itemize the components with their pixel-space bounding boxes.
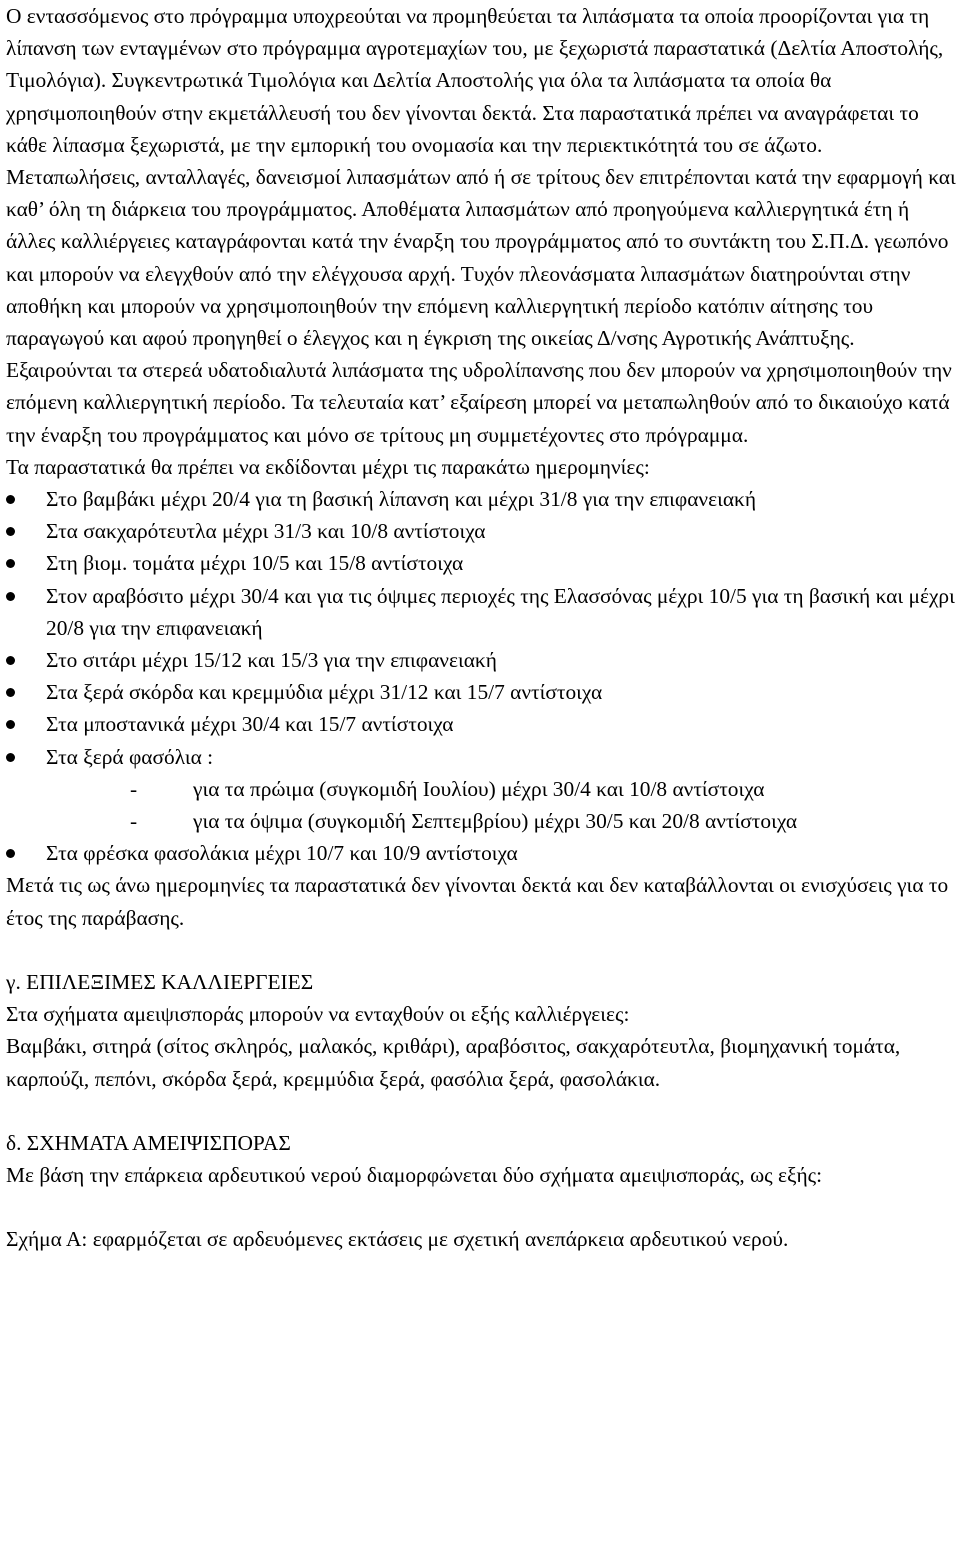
sub-list-item <box>6 805 956 837</box>
date-list <box>6 483 956 773</box>
list-item-text: Στο σιτάρι μέχρι 15/12 και 15/3 για την επιφανειακή <box>46 648 497 673</box>
sub-list-item <box>6 773 956 805</box>
bullet-icon <box>6 656 15 665</box>
intro-paragraph: Ο εντασσόμενος στο πρόγραμμα υποχρεούται να προμηθεύεται τα λιπάσματα τα οποία προορίζονται για τη λίπανση των ενταγμένων στο πρόγραμμα αγροτεμαχίων του, με ξεχωριστά παραστατικά (Δελτία Αποστολής, Τιμολόγια). Συγκεντρωτικά Τιμολόγια και Δελτία Αποστολής για όλα τα λιπάσματα τα οποία θα χρησιμοποιηθούν στην εκμετάλλευσή του δεν γίνονται δεκτά. Στα παραστατικά πρέπει να αναγράφεται το κάθε λίπασμα ξεχωριστά, με την εμπορική του ονομασία και την περιεκτικότητά του σε άζωτο. Μεταπωλήσεις, ανταλλαγές, δανεισμοί λιπασμάτων από ή σε τρίτους δεν επιτρέπονται κατά την εφαρμογή και καθ’ όλη τη διάρκεια του προγράμματος. Αποθέματα λιπασμάτων από προηγούμενα καλλιεργητικά έτη ή άλλες καλλιέργειες καταγράφονται κατά την έναρξη του προγράμματος από το συντάκτη του Σ.Π.Δ. γεωπόνο και μπορούν να ελεγχθούν από την ελέγχουσα αρχή. Τυχόν πλεονάσματα λιπασμάτων διατηρούνται στην αποθήκη και μπορούν να χρησιμοποιηθούν την επόμενη καλλιεργητική περίοδο κατόπιν αίτησης του παραγωγού και αφού προηγηθεί ο έλεγχος και η έγκριση της οικείας Δ/νσης Αγροτικής Ανάπτυξης. Εξαιρούνται τα στερεά υδατοδιαλυτά λιπάσματα της υδρολίπανσης που δεν μπορούν να χρησιμοποιηθούν την επόμενη καλλιεργητική περίοδο. Τα τελευταία κατ’ εξαίρεση μπορεί να μεταπωληθούν από το δικαιούχο κατά την έναρξη του προγράμματος και μόνο σε τρίτους μη συμμετέχοντες στο πρόγραμμα. <box>6 4 956 447</box>
list-item-text: Στα σακχαρότευτλα μέχρι 31/3 και 10/8 αντίστοιχα <box>46 519 486 544</box>
bullet-icon <box>6 688 15 697</box>
bullet-icon <box>6 495 15 504</box>
list-item <box>6 515 956 547</box>
list-item-text: Στο βαμβάκι μέχρι 20/4 για τη βασική λίπανση και μέχρι 31/8 για την επιφανειακή <box>46 487 757 512</box>
list-item <box>6 483 956 515</box>
dates-intro: Τα παραστατικά θα πρέπει να εκδίδονται μέχρι τις παρακάτω ημερομηνίες: <box>6 454 650 479</box>
bullet-icon <box>6 527 15 536</box>
document-page <box>6 0 956 1255</box>
list-item-text: Στα ξερά φασόλια : <box>46 744 214 769</box>
list-item <box>6 580 956 644</box>
dash-marker: - <box>130 776 138 801</box>
list-item-text: Στα ξερά σκόρδα και κρεμμύδια μέχρι 31/12 και 15/7 αντίστοιχα <box>46 680 603 705</box>
dash-marker: - <box>130 809 138 834</box>
spacer <box>6 934 956 966</box>
list-item <box>6 547 956 579</box>
list-item-text: Στη βιομ. τομάτα μέχρι 10/5 και 15/8 αντίστοιχα <box>46 551 464 576</box>
list-item-text: Στα μποστανικά μέχρι 30/4 και 15/7 αντίστοιχα <box>46 712 454 737</box>
sub-list-item-text: για τα όψιμα (συγκομιδή Σεπτεμβρίου) μέχρι 30/5 και 20/8 αντίστοιχα <box>193 809 798 834</box>
section-gamma-crops: Βαμβάκι, σιτηρά (σίτος σκληρός, μαλακός, κριθάρι), αραβόσιτος, σακχαρότευτλα, βιομηχανική τομάτα, καρπούζι, πεπόνι, σκόρδα ξερά, κρεμμύδια ξερά, φασόλια ξερά, φασολάκια. <box>6 1034 901 1091</box>
bullet-icon <box>6 720 15 729</box>
list-item <box>6 708 956 740</box>
closing-paragraph: Μετά τις ως άνω ημερομηνίες τα παραστατικά δεν γίνονται δεκτά και δεν καταβάλλονται οι ενισχύσεις για το έτος της παράβασης. <box>6 873 949 930</box>
section-heading-delta: δ. ΣΧΗΜΑΤΑ ΑΜΕΙΨΙΣΠΟΡΑΣ <box>6 1130 291 1155</box>
date-list-continued <box>6 837 956 869</box>
spacer <box>6 1191 956 1223</box>
bullet-icon <box>6 753 15 762</box>
bullet-icon <box>6 849 15 858</box>
section-heading-gamma: γ. ΕΠΙΛΕΞΙΜΕΣ ΚΑΛΛΙΕΡΓΕΙΕΣ <box>6 969 314 994</box>
list-item-text: Στον αραβόσιτο μέχρι 30/4 και για τις όψιμες περιοχές της Ελασσόνας μέχρι 10/5 για τη βασική και μέχρι 20/8 για την επιφανειακή <box>46 583 955 640</box>
list-item-text: Στα φρέσκα φασολάκια μέχρι 10/7 και 10/9 αντίστοιχα <box>46 841 518 866</box>
list-item <box>6 676 956 708</box>
list-item <box>6 644 956 676</box>
list-item <box>6 741 956 773</box>
list-item <box>6 837 956 869</box>
section-gamma-intro: Στα σχήματα αμειψισποράς μπορούν να ενταχθούν οι εξής καλλιέργειες: <box>6 1002 630 1027</box>
spacer <box>6 1095 956 1127</box>
scheme-a-paragraph: Σχήμα Α: εφαρμόζεται σε αρδευόμενες εκτάσεις με σχετική ανεπάρκεια αρδευτικού νερού. <box>6 1227 789 1252</box>
bullet-icon <box>6 559 15 568</box>
section-delta-intro: Με βάση την επάρκεια αρδευτικού νερού διαμορφώνεται δύο σχήματα αμειψισποράς, ως εξής: <box>6 1162 823 1187</box>
sub-list-item-text: για τα πρώιμα (συγκομιδή Ιουλίου) μέχρι 30/4 και 10/8 αντίστοιχα <box>193 776 765 801</box>
bullet-icon <box>6 592 15 601</box>
